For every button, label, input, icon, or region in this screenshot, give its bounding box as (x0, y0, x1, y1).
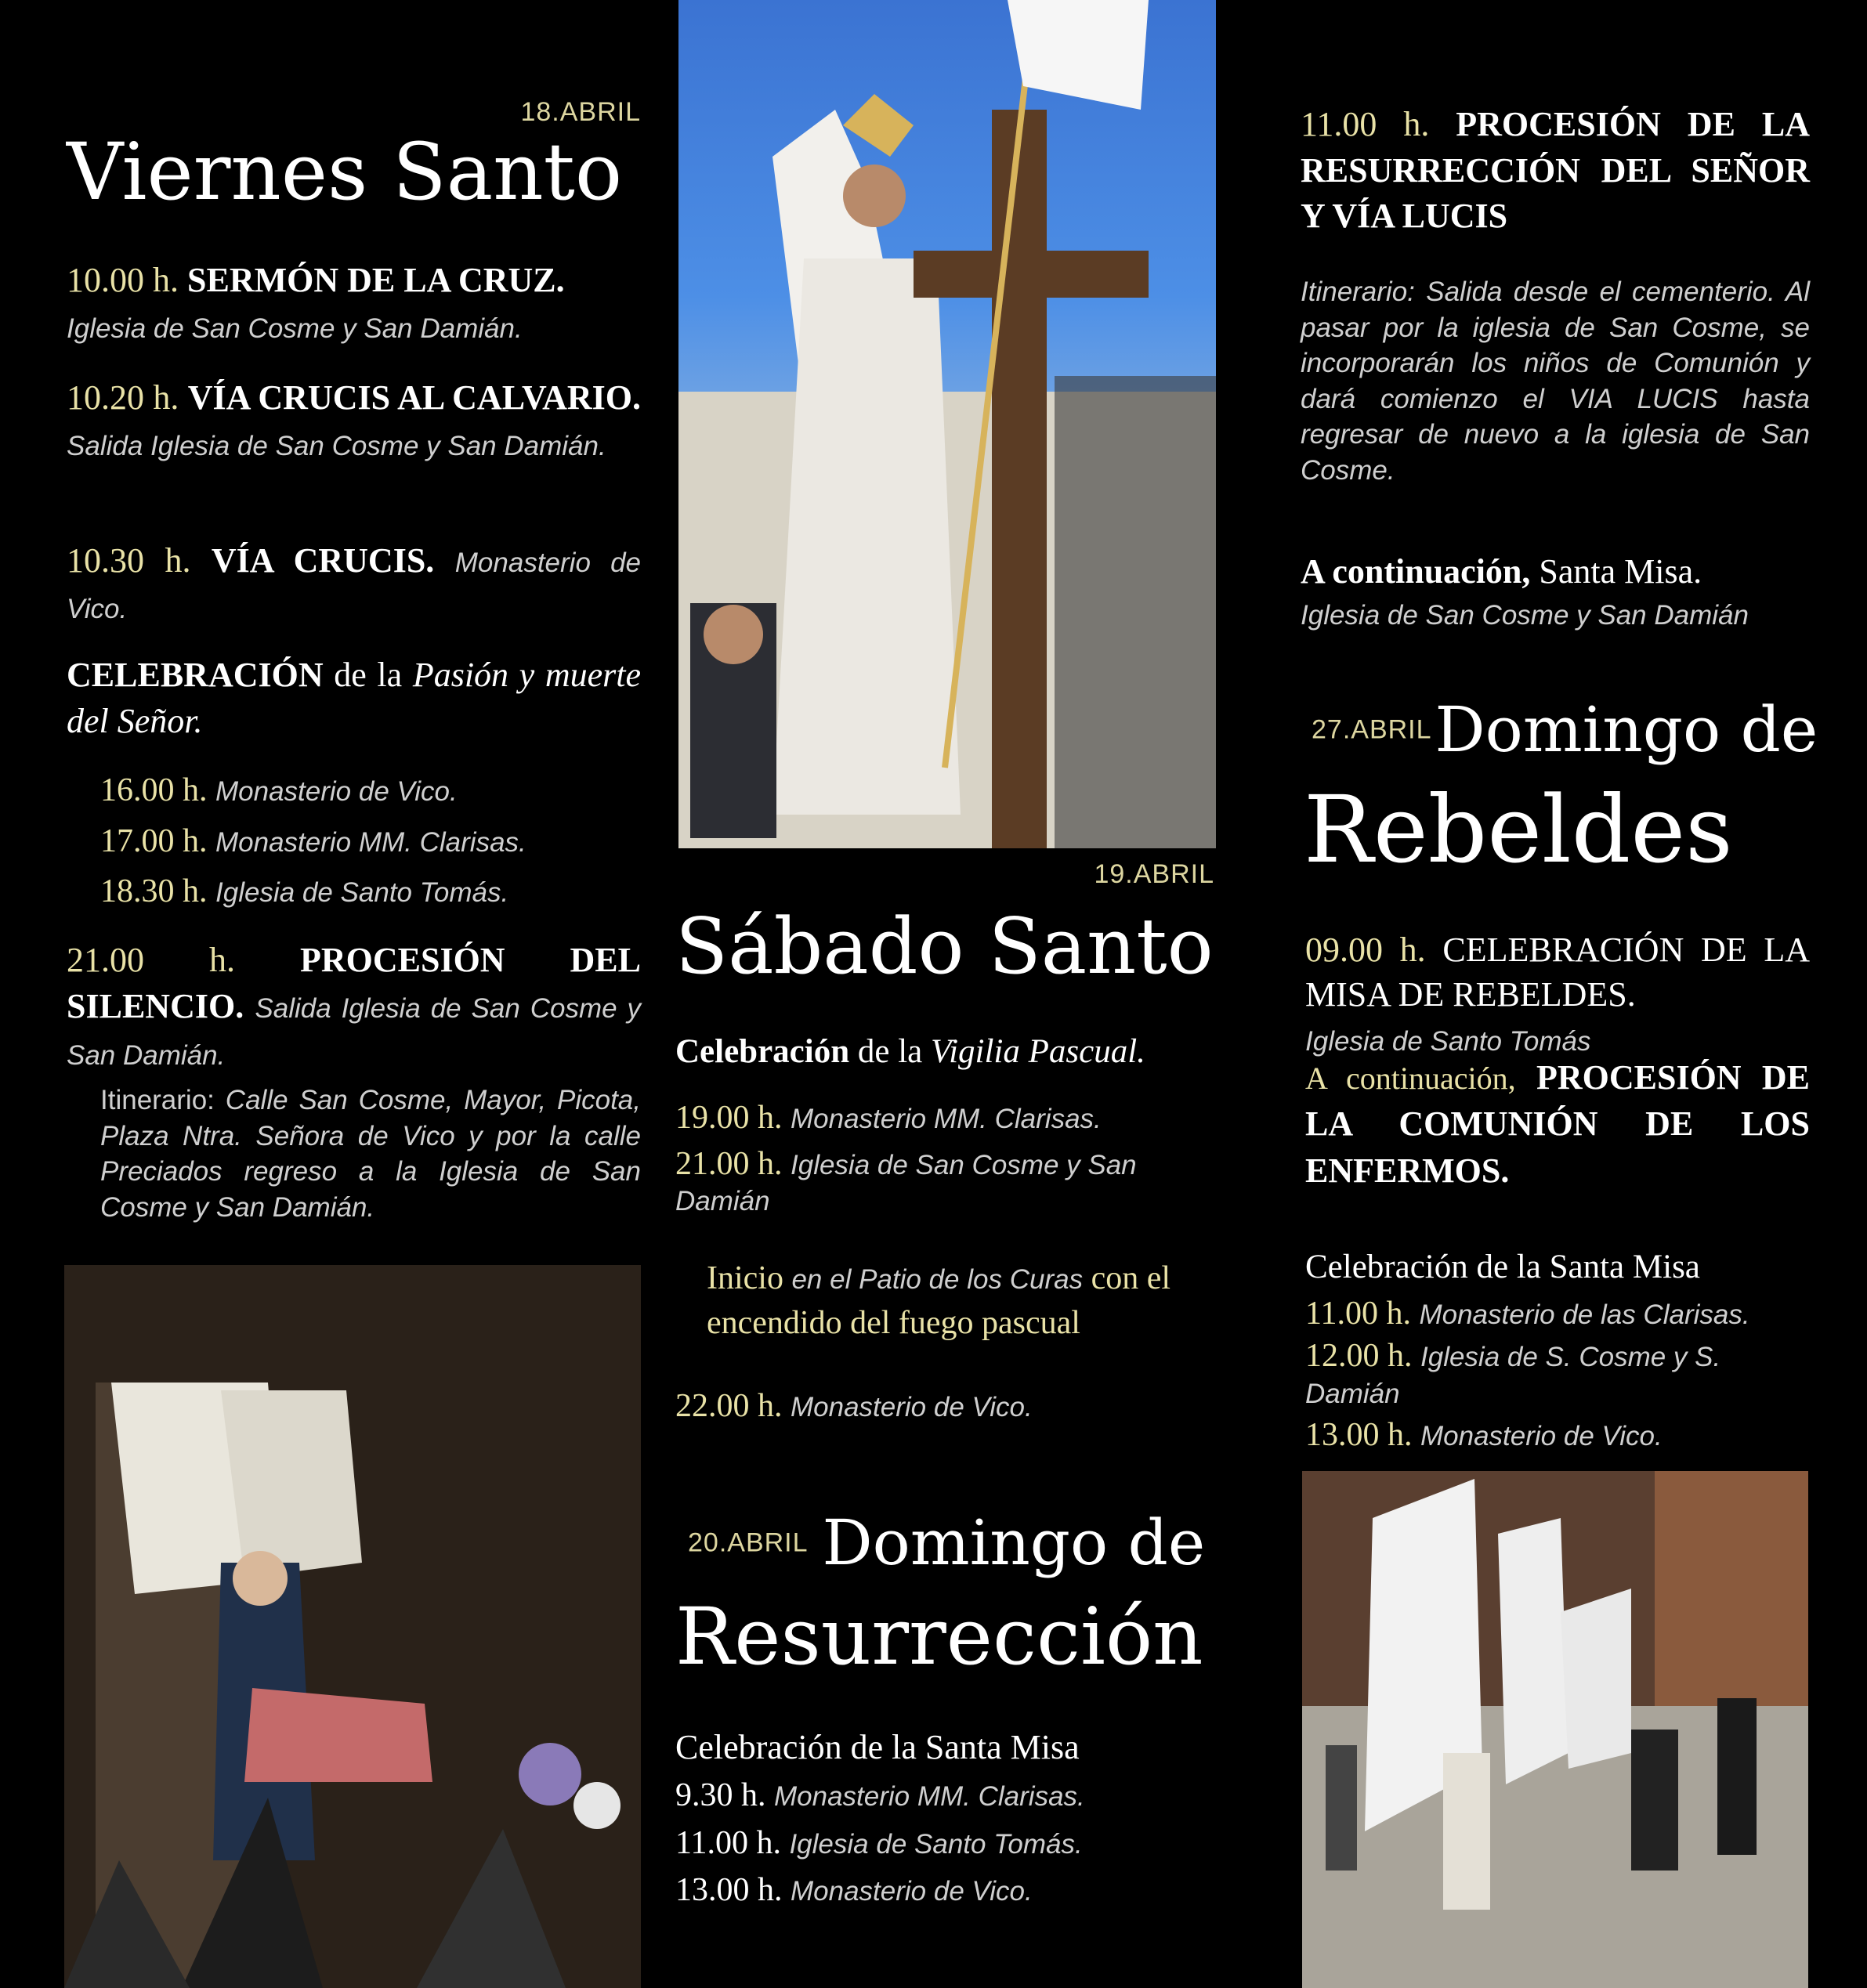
row-time: 11.00 h. (1305, 1295, 1411, 1332)
sabado-date: 19.ABRIL (1094, 859, 1214, 889)
event-location: Salida Iglesia de San Cosme y San Damián. (67, 431, 606, 462)
event-title: PROCESIÓN DE LA COMUNIÓN DE LOS ENFERMOS. (1305, 1058, 1811, 1190)
event-italic: Vigilia Pascual. (931, 1033, 1145, 1070)
time-row (675, 1774, 1228, 1817)
itinerario-text: Salida desde el cementerio. Al pasar por la iglesia de San Cosme, se incorporarán los niños de Comunión y dará comienzo el VIA LUCIS hasta regresar de nuevo a la iglesia de San Cosme. (1301, 277, 1810, 486)
event-via-crucis (67, 537, 641, 631)
time-row (1305, 1338, 1810, 1410)
event-location: Monasterio de Vico. (67, 548, 642, 625)
mass-heading: Celebración de la Santa Misa (675, 1728, 1080, 1766)
rebeldes-title2: Rebeldes (1304, 775, 1733, 884)
inicio-text: con el encendido del fuego pascual (707, 1260, 1171, 1341)
event-time: 10.00 h. (67, 261, 179, 299)
time-row (675, 1869, 1228, 1912)
event-via-crucis-calvario (67, 374, 641, 468)
row-location: Iglesia de Santo Tomás. (789, 1828, 1083, 1860)
row-time: 13.00 h. (675, 1872, 783, 1909)
sabado-title: Sábado Santo (675, 902, 1214, 992)
row-location: Monasterio de Vico. (215, 776, 458, 807)
row-location: Iglesia de Santo Tomás. (215, 877, 509, 909)
event-time: 09.00 h. (1305, 931, 1426, 969)
event-intro: A continuación, (1305, 1061, 1516, 1096)
event-location: Iglesia de San Cosme y San Damián (1301, 599, 1749, 631)
event-title: PROCESIÓN DE LA RESURRECCIÓN DEL SEÑOR Y VÍA LUCIS (1301, 105, 1810, 236)
dolorosa-statue-photo (64, 1265, 641, 1988)
celebracion-times (100, 769, 641, 913)
event-sermon (67, 257, 641, 350)
event-location: Iglesia de San Cosme y San Damián. (67, 313, 523, 345)
event-title: CELEBRACIÓN (67, 656, 324, 694)
row-location: Monasterio de las Clarisas. (1419, 1299, 1750, 1330)
procession-flags-illustration (1302, 1471, 1808, 1988)
row-time: 22.00 h. (675, 1388, 783, 1424)
domingo-res-masses (675, 1725, 1228, 1912)
event-text: Santa Misa. (1539, 552, 1702, 591)
event-celebracion-pasion (67, 652, 641, 745)
itinerario-label: Itinerario: (100, 1085, 215, 1115)
row-time: 17.00 h. (100, 822, 208, 859)
event-time: 10.20 h. (67, 378, 179, 417)
procession-flags-photo (1302, 1471, 1808, 1988)
event-title: VÍA CRUCIS AL CALVARIO. (187, 378, 642, 417)
event-text: de la (334, 656, 403, 694)
event-procesion-enfermos (1305, 1054, 1810, 1194)
itinerario-silencio (100, 1083, 641, 1225)
event-vigilia (675, 1029, 1228, 1075)
time-row (100, 870, 641, 913)
time-row (675, 1146, 1228, 1218)
row-location: Monasterio de Vico. (791, 1876, 1033, 1907)
event-title: Celebración (675, 1033, 850, 1070)
event-santa-misa (1301, 551, 1810, 634)
time-row (675, 1385, 1228, 1428)
event-title: SERMÓN DE LA CRUZ. (187, 261, 565, 299)
resurrection-statue-illustration (678, 0, 1216, 848)
row-time: 12.00 h. (1305, 1338, 1413, 1375)
inicio-fuego (707, 1256, 1228, 1345)
row-time: 9.30 h. (675, 1777, 766, 1814)
row-time: 11.00 h. (675, 1824, 781, 1861)
domingo-res-title1: Domingo de (822, 1506, 1206, 1579)
row-time: 13.00 h. (1305, 1416, 1413, 1453)
rebeldes-date: 27.ABRIL (1312, 714, 1432, 745)
event-time: 21.00 h. (67, 941, 235, 979)
event-italic: Pasión y muerte del Señor. (67, 656, 642, 741)
row-location: Monasterio MM. Clarisas. (774, 1781, 1085, 1813)
rebeldes-masses (1305, 1245, 1810, 1456)
row-location: Iglesia de San Cosme y San Damián (675, 1149, 1137, 1216)
row-time: 21.00 h. (675, 1145, 783, 1182)
event-title: CELEBRACIÓN DE LA MISA DE REBELDES. (1305, 931, 1810, 1014)
vigilia-times (675, 1097, 1228, 1218)
event-location: Iglesia de Santo Tomás (1305, 1026, 1591, 1057)
event-procesion-silencio (67, 937, 641, 1076)
resurrection-statue-photo (678, 0, 1216, 848)
event-title: VÍA CRUCIS. (211, 541, 435, 580)
itinerario-label: Itinerario: (1301, 277, 1415, 307)
row-location: Iglesia de S. Cosme y S. Damián (1305, 1342, 1721, 1409)
time-row (1305, 1292, 1810, 1336)
row-time: 16.00 h. (100, 772, 208, 808)
domingo-res-header (688, 1506, 1206, 1579)
event-location: Salida Iglesia de San Cosme y San Damián. (67, 993, 642, 1071)
mass-heading: Celebración de la Santa Misa (1305, 1249, 1700, 1285)
inicio-label: Inicio (707, 1260, 783, 1296)
event-time: 10.30 h. (67, 541, 191, 580)
row-location: Monasterio MM. Clarisas. (215, 826, 526, 858)
rebeldes-header (1312, 693, 1818, 766)
event-time: 11.00 h. (1301, 105, 1430, 143)
row-location: Monasterio de Vico. (1420, 1420, 1663, 1451)
inicio-location: en el Patio de los Curas (791, 1264, 1084, 1295)
time-row (100, 769, 641, 812)
row-location: Monasterio MM. Clarisas. (791, 1104, 1102, 1134)
rebeldes-title1: Domingo de (1435, 693, 1818, 766)
viernes-title: Viernes Santo (67, 126, 623, 218)
time-row (1305, 1414, 1810, 1457)
time-row (675, 1822, 1228, 1865)
row-time: 18.30 h. (100, 873, 208, 910)
viernes-date: 18.ABRIL (520, 97, 641, 127)
domingo-res-date: 20.ABRIL (688, 1527, 809, 1558)
event-title: A continuación, (1301, 552, 1531, 591)
event-procesion-resurreccion (1301, 102, 1810, 240)
row-location: Monasterio de Vico. (791, 1392, 1033, 1422)
time-row (100, 820, 641, 863)
event-text: de la (857, 1033, 923, 1070)
dolorosa-statue-illustration (64, 1265, 641, 1988)
itinerario-text: Calle San Cosme, Mayor, Picota, Plaza Ntra. Señora de Vico y por la calle Preciados regreso a la Iglesia de San Cosme y San Damián. (100, 1085, 641, 1223)
time-row (675, 1097, 1228, 1140)
row-time: 19.00 h. (675, 1100, 783, 1136)
domingo-res-title2: Resurrección (675, 1591, 1203, 1683)
event-misa-rebeldes (1305, 927, 1810, 1062)
event-title: PROCESIÓN DEL SILENCIO. (67, 941, 642, 1026)
itinerario-resurreccion (1301, 274, 1810, 488)
